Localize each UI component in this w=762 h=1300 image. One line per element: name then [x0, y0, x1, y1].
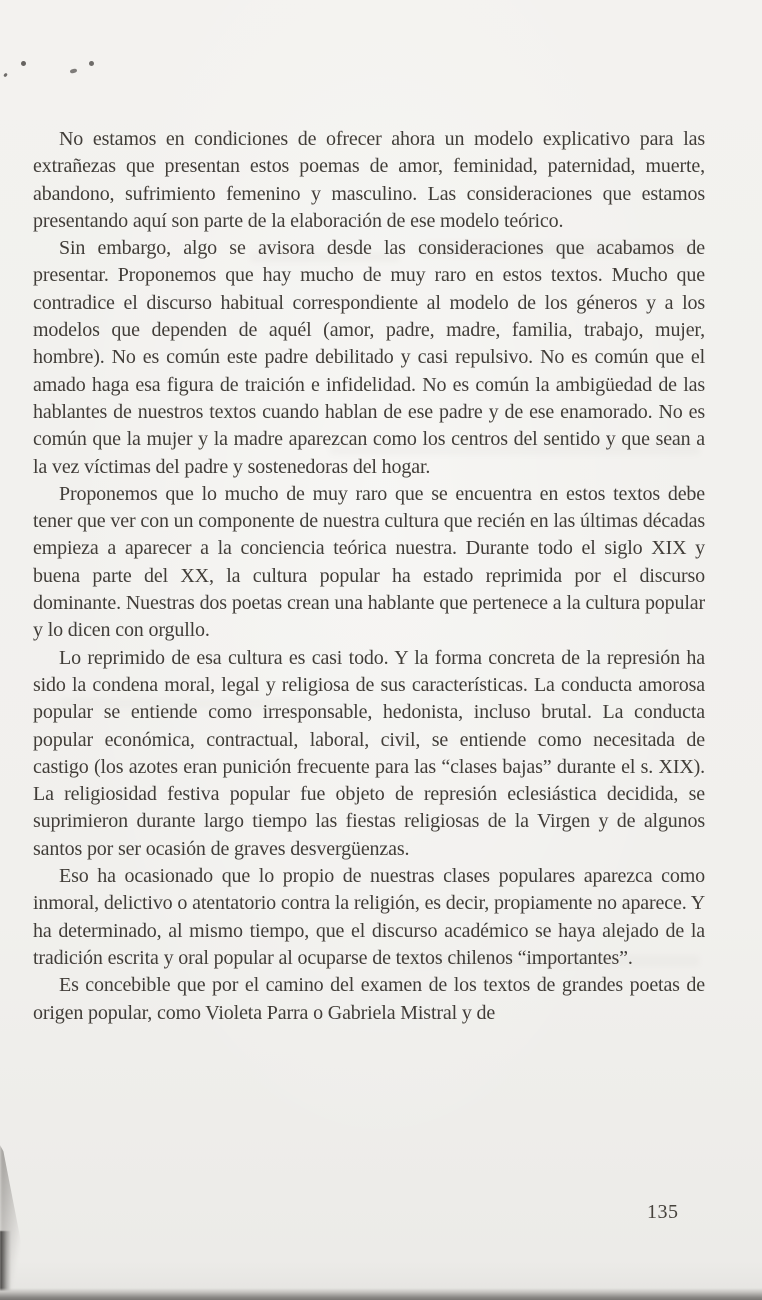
paragraph: No estamos en condiciones de ofrecer ahora un modelo explicativo para las extrañezas que presentan estos poemas de amor, feminidad, paternidad, muerte, abandono, sufrimiento femenino y masculino. Las consideraciones que estamos presentando aquí son parte de la elaboración de ese modelo teórico.	[33, 128, 705, 232]
page-text-block	[33, 126, 705, 1027]
dust-speck	[3, 73, 8, 78]
scanner-bed-strip	[0, 1288, 762, 1300]
paragraph: Eso ha ocasionado que lo propio de nuestras clases populares aparezca como inmoral, delictivo o atentatorio contra la religión, es decir, propiamente no aparece. Y ha determinado, al mismo tiempo, que el discurso académico se haya alejado de la tradición escrita y oral popular al ocuparse de textos chilenos “importantes”.	[33, 865, 705, 969]
paragraph: Lo reprimido de esa cultura es casi todo. Y la forma concreta de la represión ha sido la condena moral, legal y religiosa de sus características. La conducta amorosa popular se entiende como irresponsable, hedonista, incluso brutal. La conducta popular económica, contractual, laboral, civil, se entiende como necesitada de castigo (los azotes eran punición frecuente para las “clases bajas” durante el s. XIX). La religiosidad festiva popular fue objeto de represión eclesiástica decidida, se suprimieron durante largo tiempo las fiestas religiosas de la Virgen y de algunos santos por ser ocasión de graves desvergüenzas.	[33, 646, 705, 860]
paragraph: Proponemos que lo mucho de muy raro que se encuentra en estos textos debe tener que ver con un componente de nuestra cultura que recién en las últimas décadas empieza a aparecer a la conciencia teórica nuestra. Durante todo el siglo XIX y buena parte del XX, la cultura popular ha estado reprimida por el discurso dominante. Nuestras dos poetas crean una hablante que pertenece a la cultura popular y lo dicen con orgullo.	[33, 482, 705, 642]
page-edge-shadow-dark	[0, 1231, 11, 1291]
dust-speck	[89, 61, 94, 66]
paragraph: Es concebible que por el camino del examen de los textos de grandes poetas de origen popular, como Violeta Parra o Gabriela Mistral y de	[33, 974, 705, 1024]
paragraph: Sin embargo, algo se avisora desde las consideraciones que acabamos de presentar. Proponemos que hay mucho de muy raro en estos textos. Mucho que contradice el discurso habitual correspondiente al modelo de los géneros y a los modelos que dependen de aquél (amor, padre, madre, familia, trabajo, mujer, hombre). No es común este padre debilitado y casi repulsivo. No es común que el amado haga esa figura de traición e infidelidad. No es común la ambigüedad de las hablantes de nuestros textos cuando hablan de ese padre y de ese enamorado. No es común que la mujer y la madre aparezcan como los centros del sentido y que sean a la vez víctimas del padre y sostenedoras del hogar.	[33, 237, 705, 478]
dust-speck	[70, 68, 78, 74]
page-number: 135	[647, 1201, 679, 1223]
dust-speck	[21, 61, 26, 66]
